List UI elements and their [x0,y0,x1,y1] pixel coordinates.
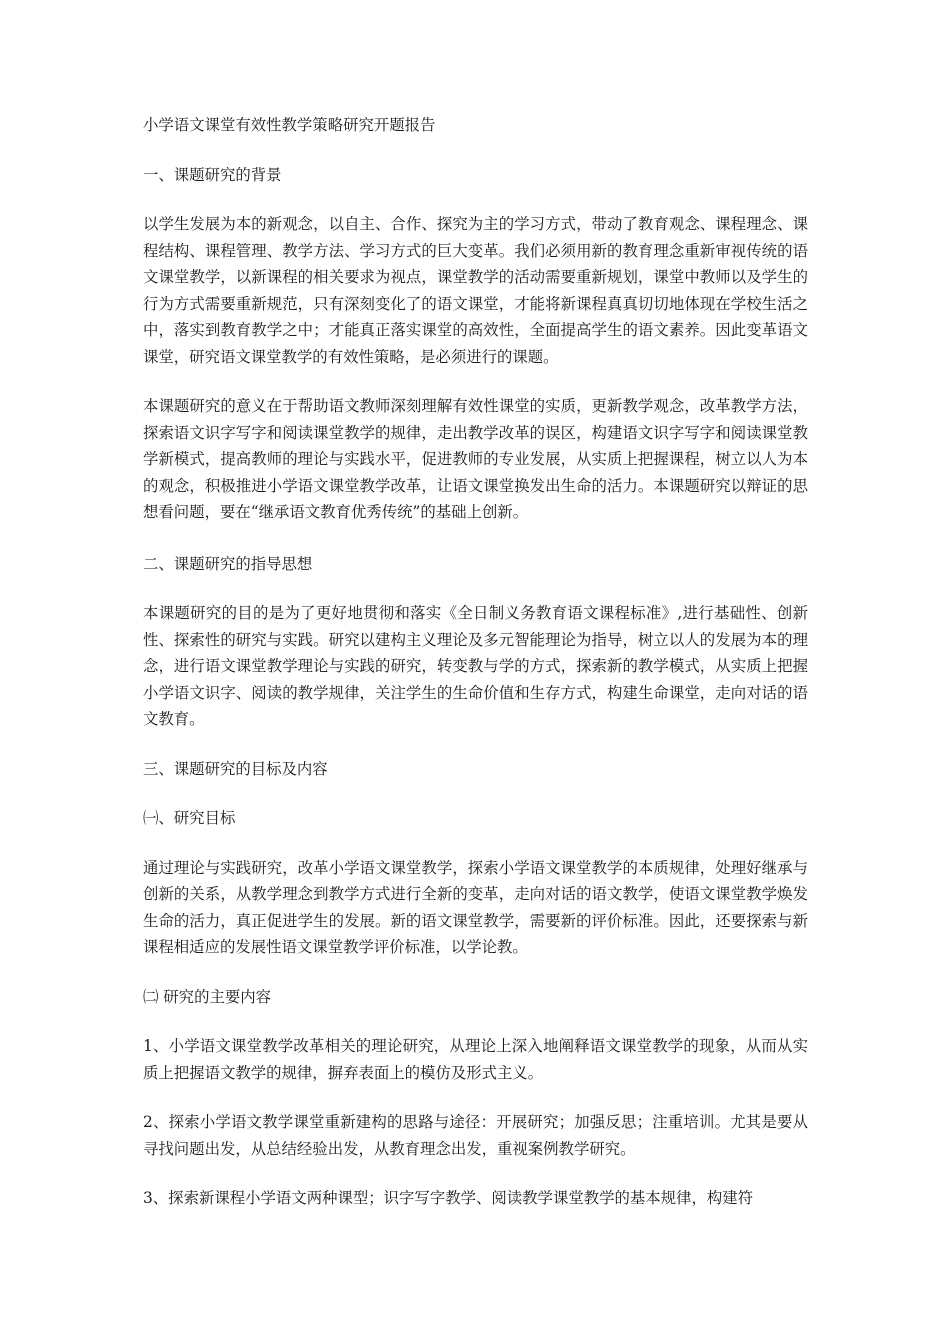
section-heading-background: 一、课题研究的背景 [143,165,282,184]
subheading-main-content: ㈡ 研究的主要内容 [143,987,272,1006]
paragraph-background-2: 本课题研究的意义在于帮助语文教师深刻理解有效性课堂的实质，更新教学观念，改革教学方法，探索语文识字写字和阅读课堂教学的规律，走出教学改革的误区，构建语文识字写字和阅读课堂教学新模式，提高教师的理论与实践水平，促进教师的专业发展，从实质上把握课程，树立以人为本的观念，积极推进小学语文课堂教学改革，让语文课堂换发出生命的活力。本课题研究以辩证的思想看问题，要在“继承语文教育优秀传统”的基础上创新。 [143,397,808,521]
document-title: 小学语文课堂有效性教学策略研究开题报告 [143,116,436,134]
list-item-content-3: 3、探索新课程小学语文两种课型；识字写字教学、阅读教学课堂教学的基本规律，构建符 [143,1189,754,1207]
paragraph-guiding-thought: 本课题研究的目的是为了更好地贯彻和落实《全日制义务教育语文课程标准》,进行基础性、创新性、探索性的研究与实践。研究以建构主义理论及多元智能理论为指导，树立以人的发展为本的理念，进行语文课堂教学理论与实践的研究，转变教与学的方式，探索新的教学模式，从实质上把握小学语文识字、阅读的教学规律，关注学生的生命价值和生存方式，构建生命课堂，走向对话的语文教育。 [143,604,808,728]
document-page [143,112,808,1235]
subheading-research-goals: ㈠、研究目标 [143,809,236,827]
list-item-content-1: 1、小学语文课堂教学改革相关的理论研究，从理论上深入地阐释语文课堂教学的现象，从而从实质上把握语文教学的规律，摒弃表面上的模仿及形式主义。 [143,1037,808,1082]
section-heading-goals-content: 三、课题研究的目标及内容 [143,759,328,778]
section-heading-guiding-thought: 二、课题研究的指导思想 [143,554,313,573]
list-item-content-2: 2、探索小学语文教学课堂重新建构的思路与途径：开展研究；加强反思；注重培训。尤其是要从寻找问题出发，从总结经验出发，从教育理念出发，重视案例教学研究。 [143,1113,808,1158]
paragraph-research-goals: 通过理论与实践研究，改革小学语文课堂教学，探索小学语文课堂教学的本质规律，处理好继承与创新的关系，从教学理念到教学方式进行全新的变革，走向对话的语文教学，使语文课堂教学焕发生命的活力，真正促进学生的发展。新的语文课堂教学，需要新的评价标准。因此，还要探索与新课程相适应的发展性语文课堂教学评价标准，以学论教。 [143,858,808,956]
paragraph-background-1: 以学生发展为本的新观念，以自主、合作、探究为主的学习方式，带动了教育观念、课程理念、课程结构、课程管理、教学方法、学习方式的巨大变革。我们必须用新的教育理念重新审视传统的语文课堂教学，以新课程的相关要求为视点，课堂教学的活动需要重新规划，课堂中教师以及学生的行为方式需要重新规范，只有深刻变化了的语文课堂，才能将新课程真真切切地体现在学校生活之中，落实到教育教学之中；才能真正落实课堂的高效性，全面提高学生的语文素养。因此变革语文课堂，研究语文课堂教学的有效性策略，是必须进行的课题。 [143,215,808,366]
